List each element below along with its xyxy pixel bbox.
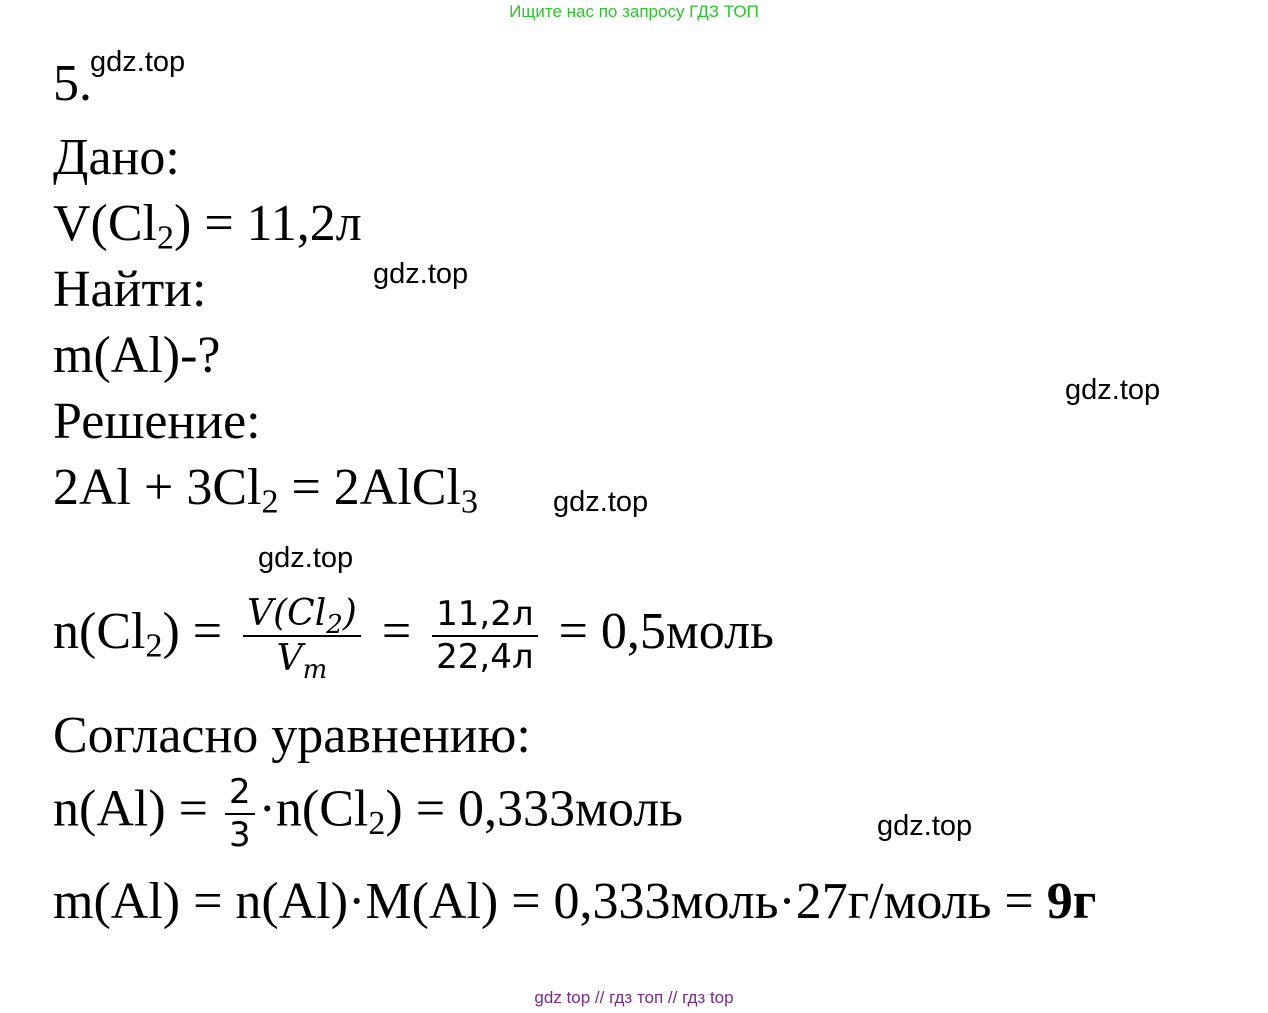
moles-cl2-formula: $n(Cl_2)$ = $\frac{V(Cl_2)}{V_m}$ = $\frac{11,2л}{22,4л}$ = 0,5моль <box>53 593 774 685</box>
watermark: gdz.top <box>1065 374 1161 406</box>
watermark: gdz.top <box>373 258 469 290</box>
according-label: Согласно уравнению: <box>53 707 531 764</box>
volume-ratio-fraction: $\frac{V(Cl_2)}{V_m}$ <box>243 592 361 680</box>
mass-al-formula: m(Al) = n(Al)·M(Al) = 0,333моль·27г/моль = 9г <box>53 873 1097 930</box>
reaction-equation: $2Al + 3Cl_2$ = 2AlCl$_3$ <box>53 459 478 521</box>
find-value: m(Al)-? <box>53 327 221 384</box>
watermark: gdz.top <box>877 810 973 842</box>
solution-label: Решение: <box>53 393 261 450</box>
watermark: gdz.top <box>553 486 649 518</box>
moles-al-formula: n(Al) = $\frac{2}{3}$ $\cdot n(Cl_2)$ = 0,333моль <box>53 772 683 855</box>
search-banner[interactable]: Ищите нас по запросу ГДЗ ТОП <box>509 2 759 21</box>
find-label: Найти: <box>53 261 207 318</box>
given-label: Дано: <box>53 129 180 186</box>
ratio-fraction: $\frac{2}{3}$ <box>225 772 255 856</box>
watermark: gdz.top <box>258 542 354 574</box>
final-answer: 9г <box>1046 873 1097 930</box>
problem-number: 5. <box>53 55 92 112</box>
numeric-fraction: $\frac{11,2л}{22,4л}$ <box>432 594 537 678</box>
given-value: $V(Cl_2) = 11,2л$ <box>53 195 362 257</box>
footer-links[interactable]: gdz top // гдз топ // гдз top <box>534 988 734 1007</box>
watermark: gdz.top <box>90 46 186 78</box>
